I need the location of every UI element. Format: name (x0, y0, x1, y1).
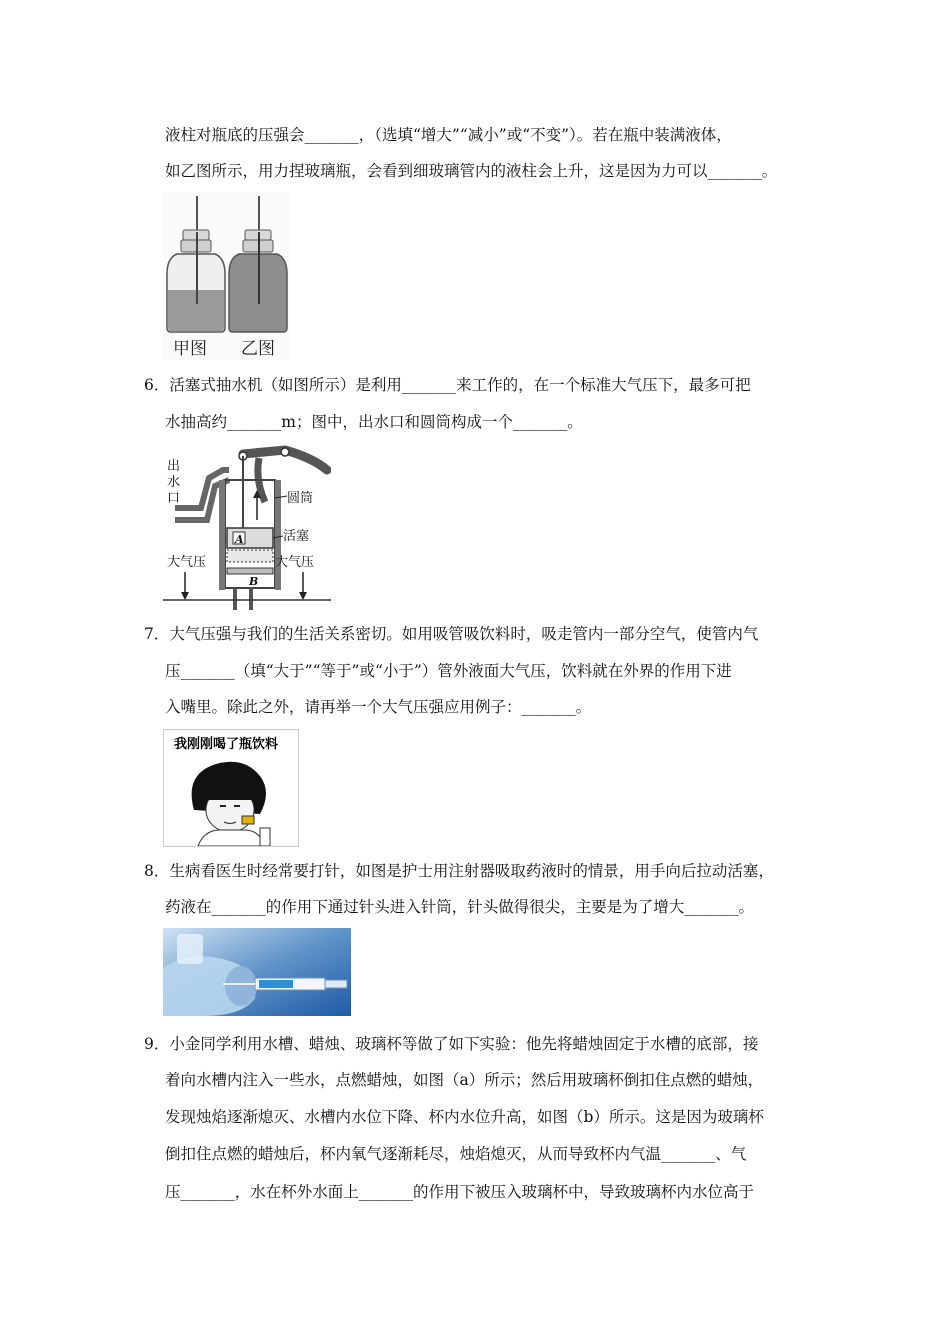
q9-text-line-1: 9．小金同学利用水槽、蜡烛、玻璃杯等做了如下实验：他先将蜡烛固定于水槽的底部，接 (144, 1035, 759, 1053)
q6-outlet-label-2: 水 (167, 475, 181, 490)
q7-text-line-1: 7．大气压强与我们的生活关系密切。如用吸管吸饮料时，吸走管内一部分空气，使管内气 (144, 625, 759, 643)
q7-meme-figure (163, 729, 299, 847)
q7-meme-caption: 我刚刚喝了瓶饮料 (174, 737, 279, 752)
q9-text-line-2: 着向水槽内注入一些水，点燃蜡烛，如图（a）所示；然后用玻璃杯倒扣住点燃的蜡烛， (165, 1071, 764, 1089)
q5-text-line-1: 液柱对瓶底的压强会_______，（选填“增大”“减小”或“不变”）。若在瓶中装满液体， (165, 126, 732, 144)
q6-piston-label: 活塞 (283, 529, 310, 544)
q6-cylinder-label: 圆筒 (287, 491, 314, 506)
q6-pump-figure (163, 440, 331, 610)
q6-atm-left-label: 大气压 (167, 555, 207, 570)
q6-outlet-label-1: 出 (167, 459, 181, 474)
q6-valve-b: B (249, 575, 259, 588)
q7-text-line-2: 压_______（填“大于”“等于”或“小于”）管外液面大气压，饮料就在外界的作用下进 (165, 662, 732, 680)
q9-text-line-4: 倒扣住点燃的蜡烛后，杯内氧气逐渐耗尽，烛焰熄灭，从而导致杯内气温_______、气 (165, 1145, 747, 1163)
q8-text-line-1: 8．生病看医生时经常要打针，如图是护士用注射器吸取药液时的情景，用手向后拉动活塞， (144, 862, 774, 880)
q9-text-line-5: 压_______，水在杯外水面上_______的作用下被压入玻璃杯中，导致玻璃杯内水位高于 (165, 1183, 755, 1201)
q9-text-line-3: 发现烛焰逐渐熄灭、水槽内水位下降、杯内水位升高，如图（b）所示。这是因为玻璃杯 (165, 1108, 764, 1126)
q6-text-line-1: 6．活塞式抽水机（如图所示）是利用_______来工作的，在一个标准大气压下，最多可把 (144, 376, 751, 394)
q5-bottles-figure (163, 192, 291, 360)
q6-outlet-label-3: 口 (167, 491, 181, 506)
q5-text-line-2: 如乙图所示，用力捏玻璃瓶，会看到细玻璃管内的液柱会上升，这是因为力可以_______。 (165, 162, 778, 180)
q6-valve-a: A (235, 533, 244, 546)
q8-text-line-2: 药液在_______的作用下通过针头进入针筒，针头做得很尖，主要是为了增大_______。 (165, 898, 755, 916)
q6-atm-right-label: 大气压 (275, 555, 315, 570)
q5-label-left: 甲图 (173, 339, 207, 359)
q6-text-line-2: 水抽高约_______m；图中，出水口和圆筒构成一个_______。 (165, 413, 583, 431)
q7-text-line-3: 入嘴里。除此之外，请再举一个大气压强应用例子：_______。 (165, 698, 592, 716)
q5-label-right: 乙图 (241, 339, 275, 359)
q8-syringe-photo (163, 928, 351, 1016)
